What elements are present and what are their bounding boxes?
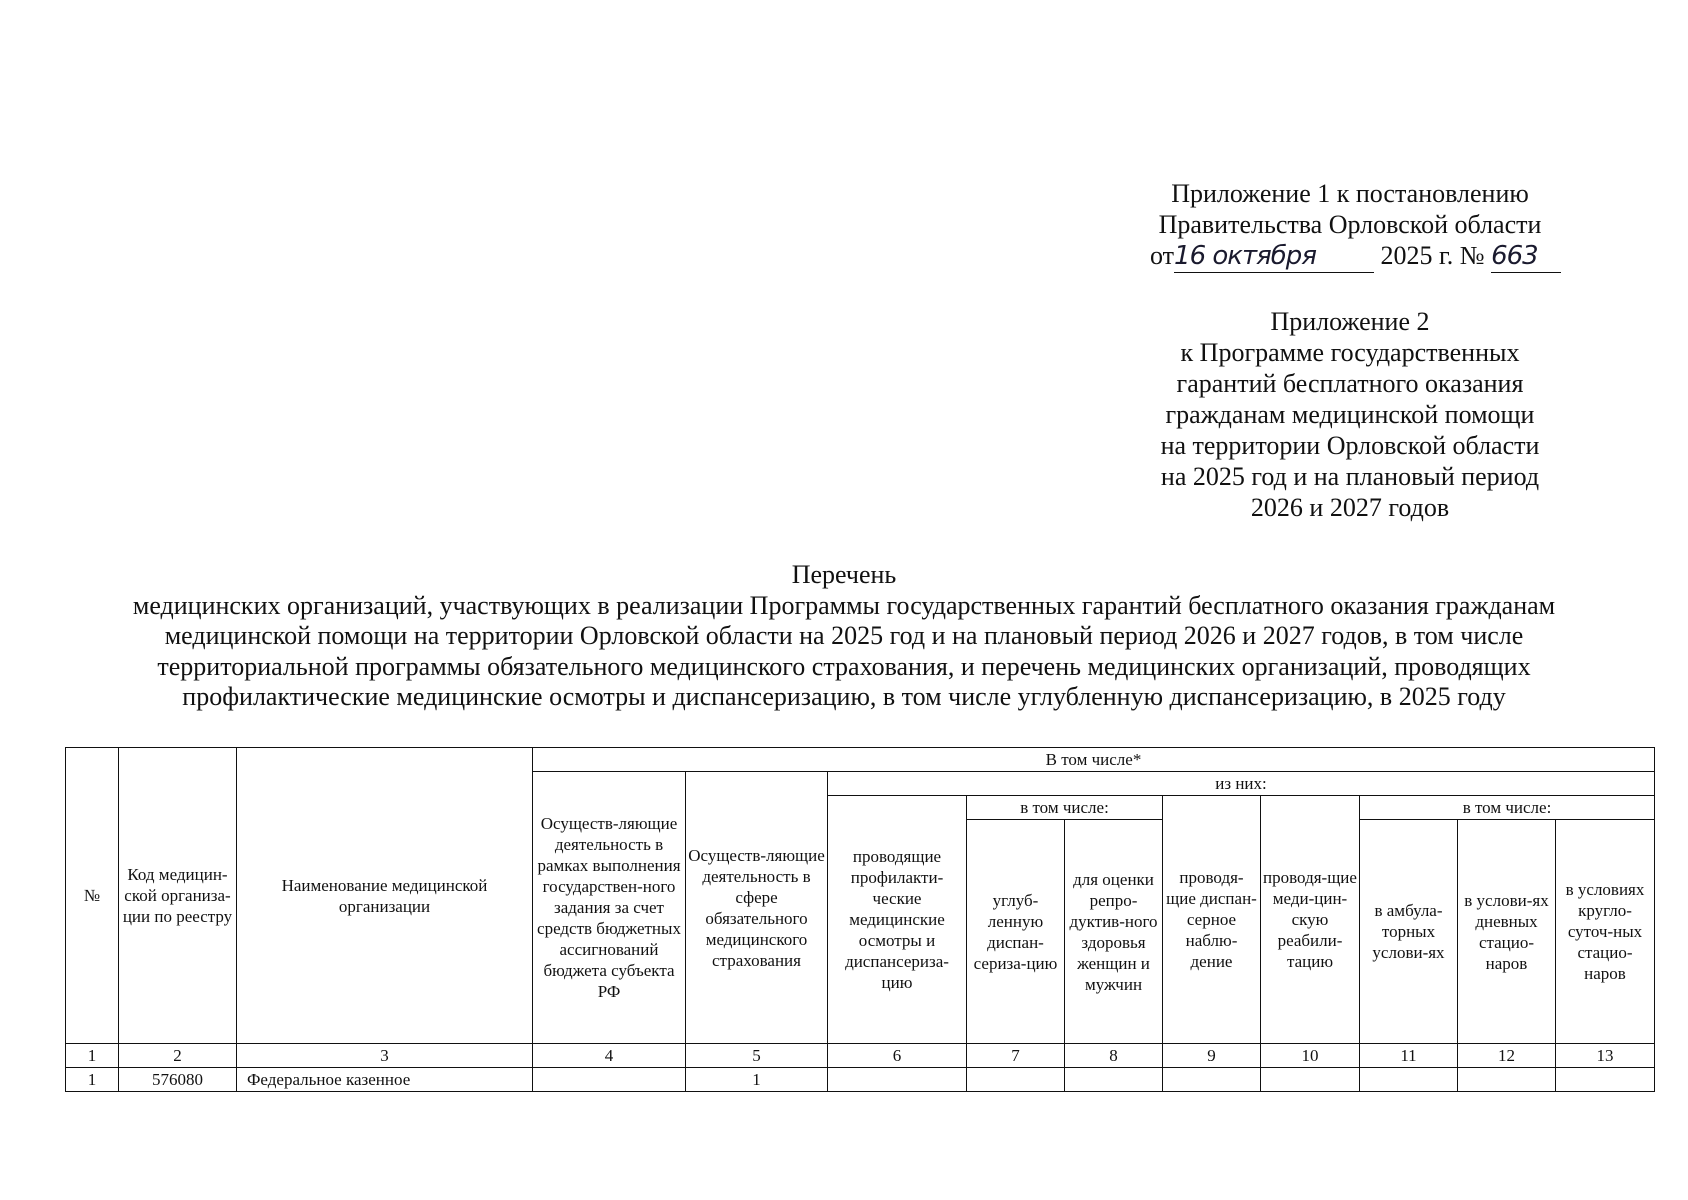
row-code: 576080: [119, 1068, 237, 1092]
header-rehab: проводя-щие меди-цин-скую реабили-тацию: [1261, 796, 1360, 1044]
header-prof: проводящие профилакти-ческие медицинские осмотры и диспансериза-цию: [828, 796, 967, 1044]
appendix-2-block: [1150, 306, 1550, 523]
header-name: Наименование медицинской организации: [237, 748, 533, 1044]
header-deep: углуб-ленную диспан-сериза-цию: [967, 820, 1065, 1044]
column-number: 4: [533, 1044, 686, 1068]
column-number: 5: [686, 1044, 828, 1068]
registry-table: [65, 747, 1655, 1092]
row-cell-7: [967, 1068, 1065, 1092]
row-cell-6: [828, 1068, 967, 1092]
year-label: 2025 г. №: [1380, 241, 1485, 270]
row-cell-4: [533, 1068, 686, 1092]
header-repro: для оценки репро-дуктив-ного здоровья женщин и мужчин: [1065, 820, 1163, 1044]
appendix-2-line: Приложение 2: [1270, 307, 1430, 336]
column-number: 2: [119, 1044, 237, 1068]
title-heading: Перечень: [791, 560, 897, 589]
header-round: в условиях кругло-суточ-ных стацио-наров: [1556, 820, 1655, 1044]
appendix-1-line-1: Приложение 1 к постановлению: [1171, 179, 1529, 208]
title-line: медицинской помощи на территории Орловской области на 2025 год и на плановый период 2026 и 2027 годов, в том числе: [164, 621, 1524, 650]
column-number-row: [66, 1044, 1655, 1068]
column-number: 11: [1360, 1044, 1458, 1068]
handwritten-number: 663: [1491, 241, 1538, 271]
appendix-2-line: на территории Орловской области: [1160, 431, 1540, 460]
column-number: 12: [1458, 1044, 1556, 1068]
header-day: в услови-ях дневных стацио-наров: [1458, 820, 1556, 1044]
from-label: от: [1150, 241, 1175, 270]
appendix-1-line-2: Правительства Орловской области: [1158, 210, 1542, 239]
header-oms: Осуществ-ляющие деятельность в сфере обязательного медицинского страхования: [686, 772, 828, 1044]
appendix-1-date-line: [1150, 240, 1550, 273]
header-disp-obs: проводя-щие диспан-серное наблю-дение: [1163, 796, 1261, 1044]
header-row-1: [66, 748, 1655, 772]
header-budget: Осуществ-ляющие деятельность в рамках выполнения государствен-ного задания за счет средств бюджетных ассигнований бюджета субъекта РФ: [533, 772, 686, 1044]
appendix-2-line: гражданам медицинской помощи: [1165, 400, 1535, 429]
date-field: [1174, 240, 1374, 273]
column-number: 6: [828, 1044, 967, 1068]
number-field: [1491, 240, 1561, 273]
row-cell-13: [1556, 1068, 1655, 1092]
row-cell-5: 1: [686, 1068, 828, 1092]
title-line: территориальной программы обязательного медицинского страхования, и перечень медицинских организаций, проводящих: [157, 651, 1531, 681]
row-cell-8: [1065, 1068, 1163, 1092]
column-number: 7: [967, 1044, 1065, 1068]
column-number: 3: [237, 1044, 533, 1068]
header-code: Код медицин-ской организа-ции по реестру: [119, 748, 237, 1044]
registry-table-wrapper: [65, 747, 1655, 1092]
header-including-1: в том числе:: [967, 796, 1163, 820]
column-number: 9: [1163, 1044, 1261, 1068]
header-ambul: в амбула-торных услови-ях: [1360, 820, 1458, 1044]
table-row: [66, 1068, 1655, 1092]
column-number: 13: [1556, 1044, 1655, 1068]
title-line: медицинских организаций, участвующих в реализации Программы государственных гарантий бесплатного оказания гражданам: [132, 590, 1556, 620]
column-number: 1: [66, 1044, 119, 1068]
row-num: 1: [66, 1068, 119, 1092]
header-of-them: из них:: [828, 772, 1655, 796]
appendix-2-line: на 2025 год и на плановый период: [1160, 462, 1540, 491]
header-including-2: в том числе:: [1360, 796, 1655, 820]
appendix-1-block: [1150, 178, 1550, 273]
appendix-2-line: 2026 и 2027 годов: [1250, 493, 1450, 522]
row-cell-9: [1163, 1068, 1261, 1092]
row-cell-12: [1458, 1068, 1556, 1092]
row-cell-10: [1261, 1068, 1360, 1092]
document-title: [80, 560, 1608, 713]
row-cell-11: [1360, 1068, 1458, 1092]
row-name: Федеральное казенное: [237, 1068, 533, 1092]
column-number: 10: [1261, 1044, 1360, 1068]
appendix-2-line: к Программе государственных: [1180, 338, 1520, 367]
header-including: В том числе*: [533, 748, 1655, 772]
appendix-2-line: гарантий бесплатного оказания: [1176, 369, 1524, 398]
column-number: 8: [1065, 1044, 1163, 1068]
header-num: №: [66, 748, 119, 1044]
handwritten-date: 16 октября: [1174, 241, 1316, 271]
title-line: профилактические медицинские осмотры и диспансеризацию, в том числе углубленную диспансеризацию, в 2025 году: [182, 682, 1506, 711]
